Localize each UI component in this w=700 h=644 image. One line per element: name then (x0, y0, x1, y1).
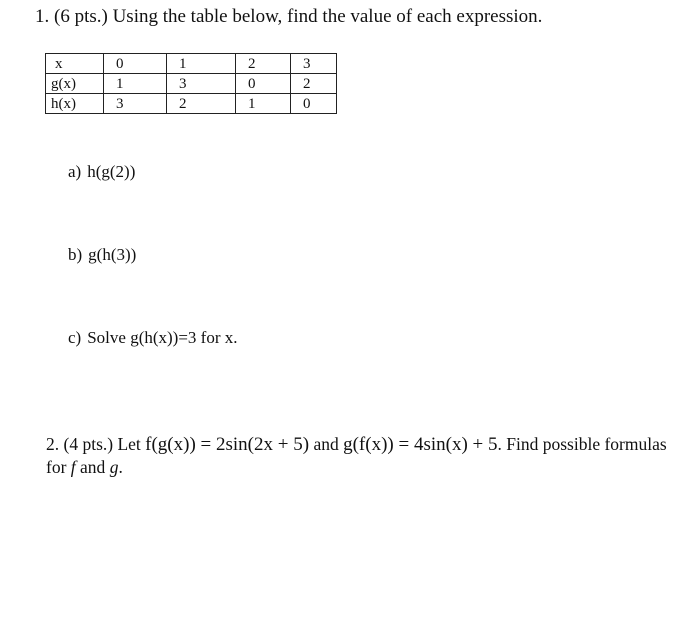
table-cell: 1 (236, 94, 291, 114)
part-c-text: Solve g(h(x))=3 for x. (87, 328, 238, 347)
table-header-h: h(x) (46, 94, 104, 114)
table-cell: 1 (104, 74, 167, 94)
question-2-conjunction: and (309, 434, 344, 454)
question-1-heading: 1. (6 pts.) Using the table below, find the value of each expression. (35, 6, 543, 27)
table-cell: 2 (167, 94, 236, 114)
table-header-g: g(x) (46, 74, 104, 94)
part-b (68, 245, 136, 265)
variable-g: g (109, 457, 119, 477)
expression-g-of-f: g(f(x)) = 4sin(x) + 5 (343, 434, 498, 455)
variable-f: f (70, 457, 76, 477)
table-cell: 0 (291, 94, 337, 114)
part-b-letter: b) (68, 245, 83, 264)
question-2-intro: 2. (4 pts.) Let (46, 434, 146, 454)
table-cell: 2 (291, 74, 337, 94)
table-cell: 3 (104, 94, 167, 114)
function-values-table (45, 53, 337, 114)
expression-f-of-g: f(g(x)) = 2sin(2x + 5) (145, 434, 310, 455)
part-a-text: h(g(2)) (87, 162, 136, 181)
question-2 (46, 433, 686, 478)
table-cell: 0 (236, 74, 291, 94)
table-header-x: x (46, 54, 104, 74)
part-a (68, 162, 135, 182)
question-2-and: and (75, 457, 110, 477)
table-cell: 2 (236, 54, 291, 74)
table-cell: 0 (104, 54, 167, 74)
table-row-h (46, 94, 337, 114)
part-c-letter: c) (68, 328, 82, 347)
table-cell: 1 (167, 54, 236, 74)
part-a-letter: a) (68, 162, 82, 181)
question-2-end: . (118, 457, 123, 477)
table-cell: 3 (167, 74, 236, 94)
table-cell: 3 (291, 54, 337, 74)
part-c (68, 328, 238, 348)
table-row-x (46, 54, 337, 74)
question-2-tail: . Find possible formulas for (46, 434, 667, 477)
part-b-text: g(h(3)) (88, 245, 137, 264)
table-row-g (46, 74, 337, 94)
